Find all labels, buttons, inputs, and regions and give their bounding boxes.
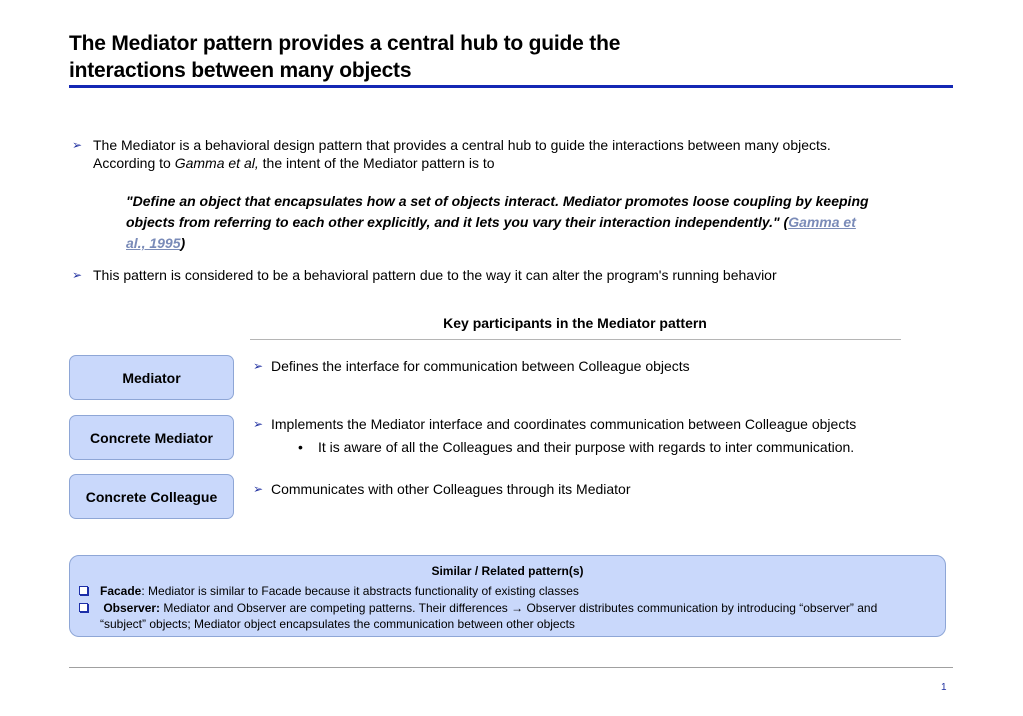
title-divider xyxy=(69,85,953,88)
participants-heading: Key participants in the Mediator pattern xyxy=(443,315,707,331)
arrow-bullet-icon: ➢ xyxy=(72,268,83,282)
page-title xyxy=(69,30,949,84)
page-title-line2: interactions between many objects xyxy=(69,59,412,82)
page-title-line1: The Mediator pattern provides a central hub to guide the xyxy=(69,32,621,55)
participant-box-concrete-colleague: Concrete Colleague xyxy=(69,474,234,519)
footer-divider xyxy=(69,667,953,668)
arrow-bullet-icon: ➢ xyxy=(72,138,83,152)
participant-box-mediator: Mediator xyxy=(69,355,234,400)
checkbox-square-icon xyxy=(79,586,88,595)
participant-box-concrete-mediator: Concrete Mediator xyxy=(69,415,234,460)
participants-divider xyxy=(250,339,901,340)
arrow-bullet-icon: ➢ xyxy=(253,417,264,431)
page-number: 1 xyxy=(941,682,947,693)
intent-quote: "Define an object that encapsulates how a set of objects interact. Mediator promotes loose coupling by keeping objects from referring to each other explicitly, and it lets you vary their interaction independently." (Gamma et al., 1995) xyxy=(126,193,869,251)
checkbox-square-icon xyxy=(79,603,88,612)
citation-link[interactable]: Gamma et xyxy=(788,214,856,230)
arrow-bullet-icon: ➢ xyxy=(253,359,264,373)
right-arrow-icon: → xyxy=(511,601,524,615)
citation-text: Gamma et al, xyxy=(174,155,259,171)
related-patterns-box: Similar / Related pattern(s) Facade: Mediator is similar to Facade because it abstracts functionality of existing classes Observer: Mediator and Observer are competing patterns. Their differences → Observer distributes communication by introducing “observer” and “subject” objects; Mediator object encapsulates the communication between other objects xyxy=(69,555,946,637)
related-heading: Similar / Related pattern(s) xyxy=(431,564,584,578)
intro-bullet-2: ➢ This pattern is considered to be a behavioral pattern due to the way it can alter the program's running behavior xyxy=(72,267,777,283)
intro-bullet-1-line2: According to Gamma et al, the intent of the Mediator pattern is to xyxy=(93,155,495,171)
dot-bullet-icon: • xyxy=(298,439,303,455)
intro-bullet-1-line1: The Mediator is a behavioral design pattern that provides a central hub to guide the interactions between many objects. xyxy=(93,137,831,153)
intro-bullet-1 xyxy=(72,136,952,176)
arrow-bullet-icon: ➢ xyxy=(253,482,264,496)
citation-link-cont[interactable]: al., 1995 xyxy=(126,235,181,251)
